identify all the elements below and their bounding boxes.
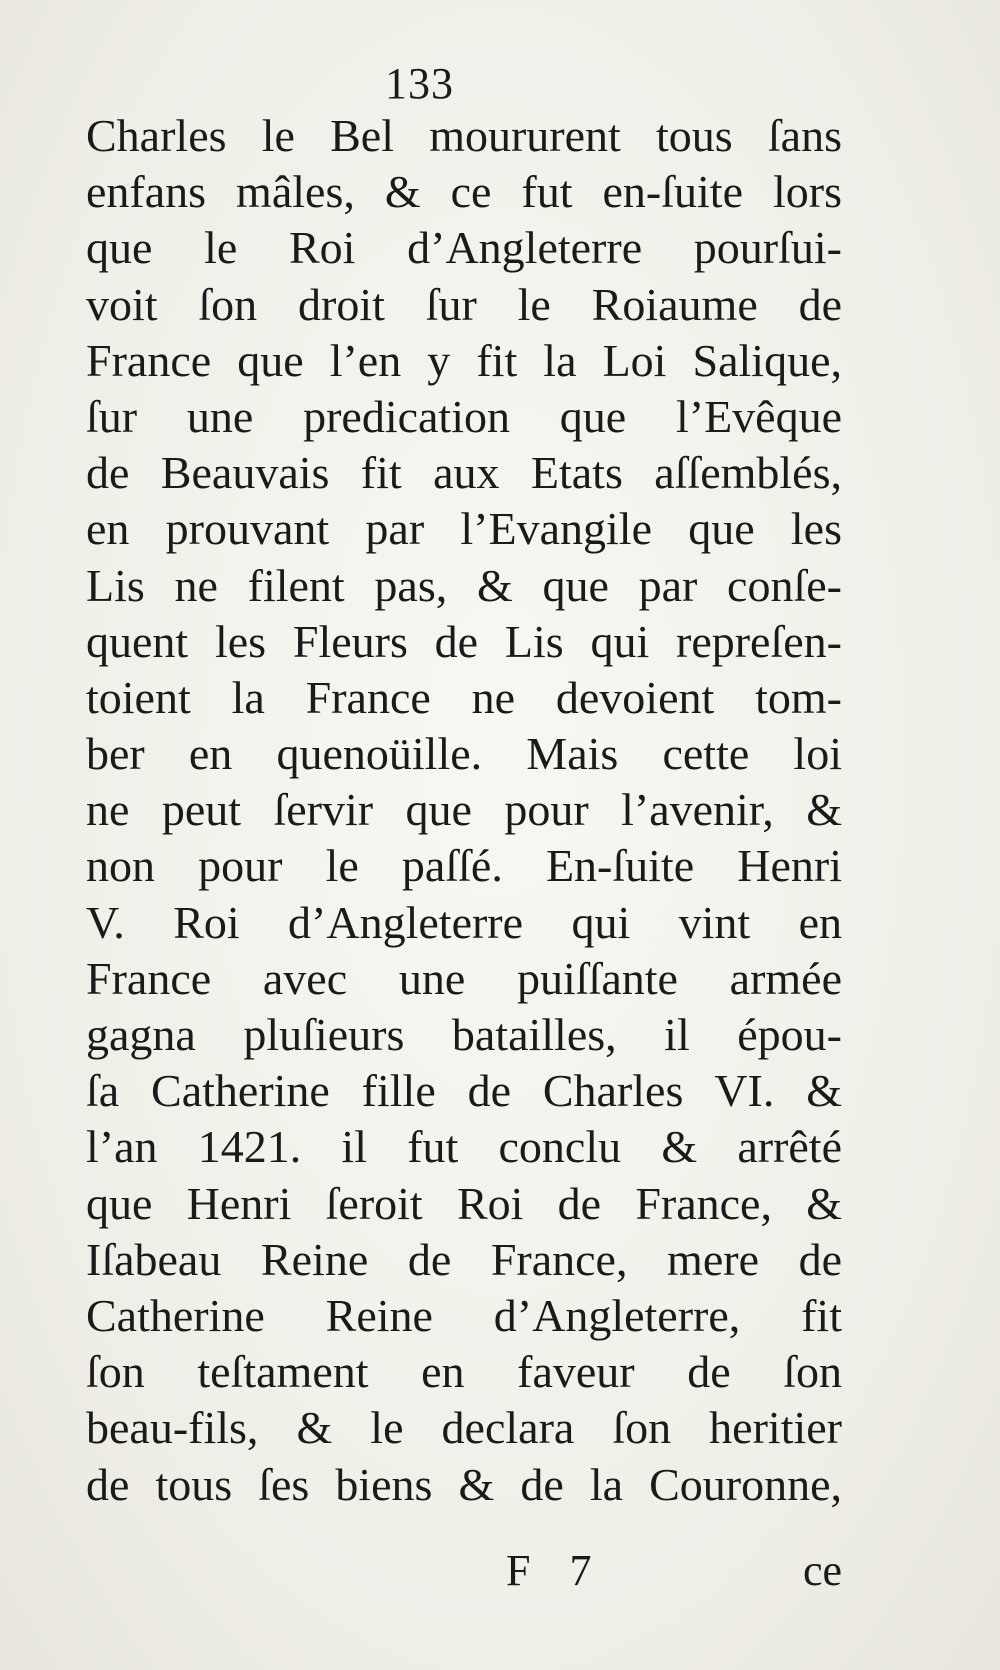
text-line: V. Roi d’Angleterre qui vint en: [86, 896, 842, 948]
catchword: ce: [802, 1546, 842, 1595]
text-line: l’an 1421. il fut conclu & arrêté: [86, 1121, 842, 1173]
body-text: [86, 108, 842, 1513]
text-line: que Henri ſeroit Roi de France, &: [86, 1177, 842, 1229]
text-line: beau-fils, & le declara ſon heritier: [86, 1402, 842, 1454]
text-line: voit ſon droit ſur le Roiaume de: [86, 278, 842, 330]
text-line: toient la France ne devoient tom-: [86, 671, 842, 723]
text-line: ſon teſtament en faveur de ſon: [86, 1346, 842, 1398]
text-line: de Beauvais fit aux Etats aſſemblés,: [86, 447, 842, 499]
text-line: France que l’en y fit la Loi Salique,: [86, 334, 842, 386]
text-line: enfans mâles, & ce fut en-ſuite lors: [86, 166, 842, 218]
text-line: Catherine Reine d’Angleterre, fit: [86, 1289, 842, 1341]
text-line: France avec une puiſſante armée: [86, 952, 842, 1004]
text-line: quent les Fleurs de Lis qui repreſen-: [86, 615, 842, 667]
text-line: Charles le Bel moururent tous ſans: [86, 110, 842, 161]
page-footer: [86, 1545, 842, 1601]
text-line: Iſabeau Reine de France, mere de: [86, 1233, 842, 1285]
text-line: ber en quenoüille. Mais cette loi: [86, 728, 842, 780]
text-line: gagna pluſieurs batailles, il épou-: [86, 1009, 842, 1060]
text-line: de tous ſes biens & de la Couronne,: [86, 1458, 842, 1510]
text-line: en prouvant par l’Evangile que les: [86, 503, 842, 555]
signature-mark: F 7: [506, 1546, 606, 1595]
text-line: que le Roi d’Angleterre pourſui-: [86, 222, 842, 274]
text-line: Lis ne filent pas, & que par conſe-: [86, 559, 842, 611]
text-line: ſur une predication que l’Evêque: [86, 390, 842, 442]
text-line: non pour le paſſé. En-ſuite Henri: [86, 840, 842, 892]
text-line: ne peut ſervir que pour l’avenir, &: [86, 784, 842, 836]
text-line: ſa Catherine fille de Charles VI. &: [86, 1065, 842, 1117]
page-number: 133: [385, 59, 454, 108]
